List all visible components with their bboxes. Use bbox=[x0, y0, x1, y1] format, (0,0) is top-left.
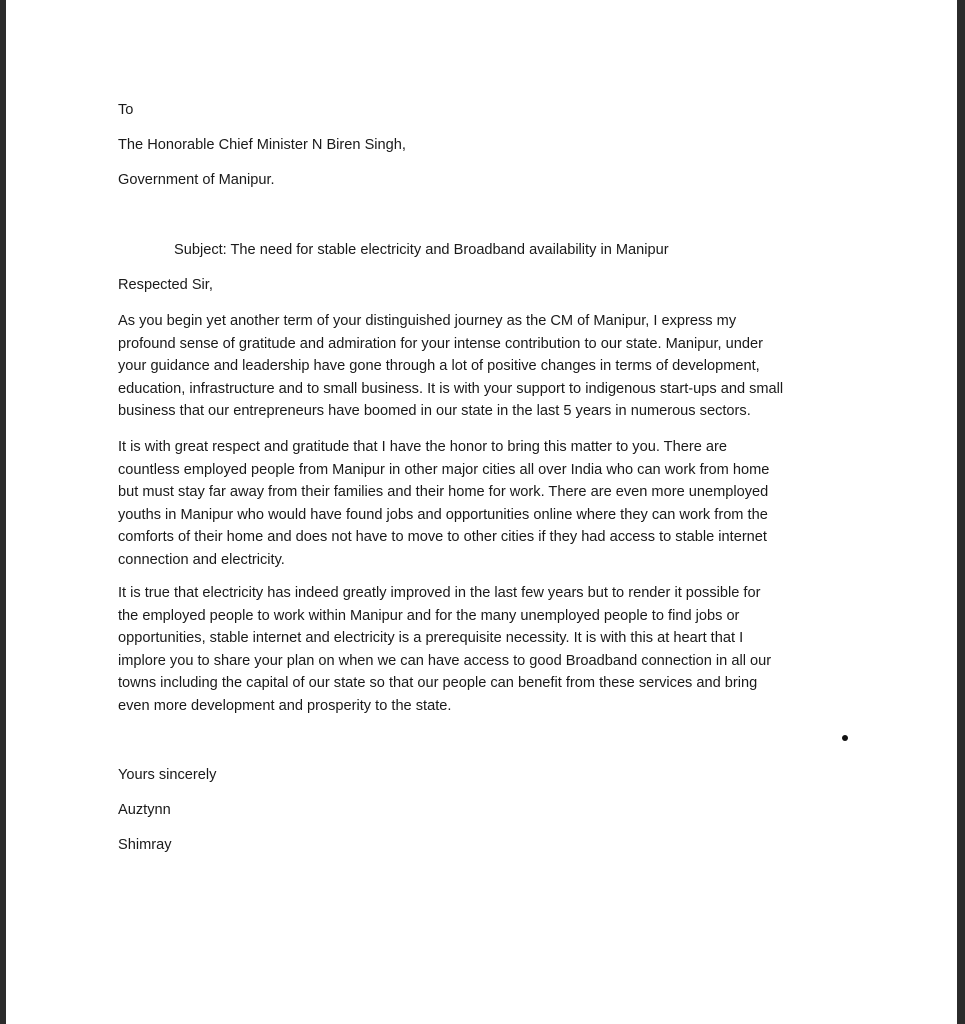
paragraph-line: the employed people to work within Manipur and for the many unemployed people to find jobs or bbox=[118, 607, 740, 624]
stray-dot-mark bbox=[842, 735, 848, 741]
paragraph-line: business that our entrepreneurs have boomed in our state in the last 5 years in numerous sectors. bbox=[118, 403, 751, 420]
to-line: To bbox=[118, 102, 134, 118]
salutation: Respected Sir, bbox=[118, 277, 213, 293]
signature-last-name: Shimray bbox=[118, 837, 172, 853]
paragraph-line: opportunities, stable internet and electricity is a prerequisite necessity. It is with this at heart that I bbox=[118, 630, 744, 647]
paragraph-1 bbox=[118, 310, 853, 423]
signature-first-name: Auztynn bbox=[118, 802, 171, 818]
paragraph-2 bbox=[118, 436, 853, 572]
paragraph-line: but must stay far away from their families and their home for work. There are even more unemployed bbox=[118, 484, 769, 501]
paragraph-line: even more development and prosperity to the state. bbox=[118, 697, 452, 714]
paragraph-line: countless employed people from Manipur in other major cities all over India who can work from home bbox=[118, 461, 770, 478]
paragraph-line: youths in Manipur who would have found jobs and opportunities online where they can work from the bbox=[118, 506, 768, 523]
paragraph-line: As you begin yet another term of your distinguished journey as the CM of Manipur, I express my bbox=[118, 313, 737, 329]
government-line: Government of Manipur. bbox=[118, 172, 275, 188]
paragraph-line: connection and electricity. bbox=[118, 551, 285, 568]
paragraph-line: education, infrastructure and to small business. It is with your support to indigenous start-ups and small bbox=[118, 380, 784, 397]
paragraph-line: towns including the capital of our state so that our people can benefit from these services and bring bbox=[118, 675, 758, 692]
paragraph-line: profound sense of gratitude and admiration for your intense contribution to our state. Manipur, under bbox=[118, 335, 763, 352]
subject-line: Subject: The need for stable electricity and Broadband availability in Manipur bbox=[174, 242, 669, 258]
paragraph-line: implore you to share your plan on when we can have access to good Broadband connection in all our bbox=[118, 652, 772, 669]
paragraph-line: It is with great respect and gratitude that I have the honor to bring this matter to you. There are bbox=[118, 439, 727, 455]
letter-page bbox=[6, 0, 957, 1024]
closing-line: Yours sincerely bbox=[118, 767, 217, 783]
paragraph-line: comforts of their home and does not have to move to other cities if they had access to stable internet bbox=[118, 529, 767, 546]
recipient-line: The Honorable Chief Minister N Biren Singh, bbox=[118, 137, 406, 153]
paragraph-line: It is true that electricity has indeed greatly improved in the last few years but to render it possible for bbox=[118, 585, 761, 601]
paragraph-line: your guidance and leadership have gone through a lot of positive changes in terms of development, bbox=[118, 358, 760, 375]
paragraph-3 bbox=[118, 582, 853, 718]
